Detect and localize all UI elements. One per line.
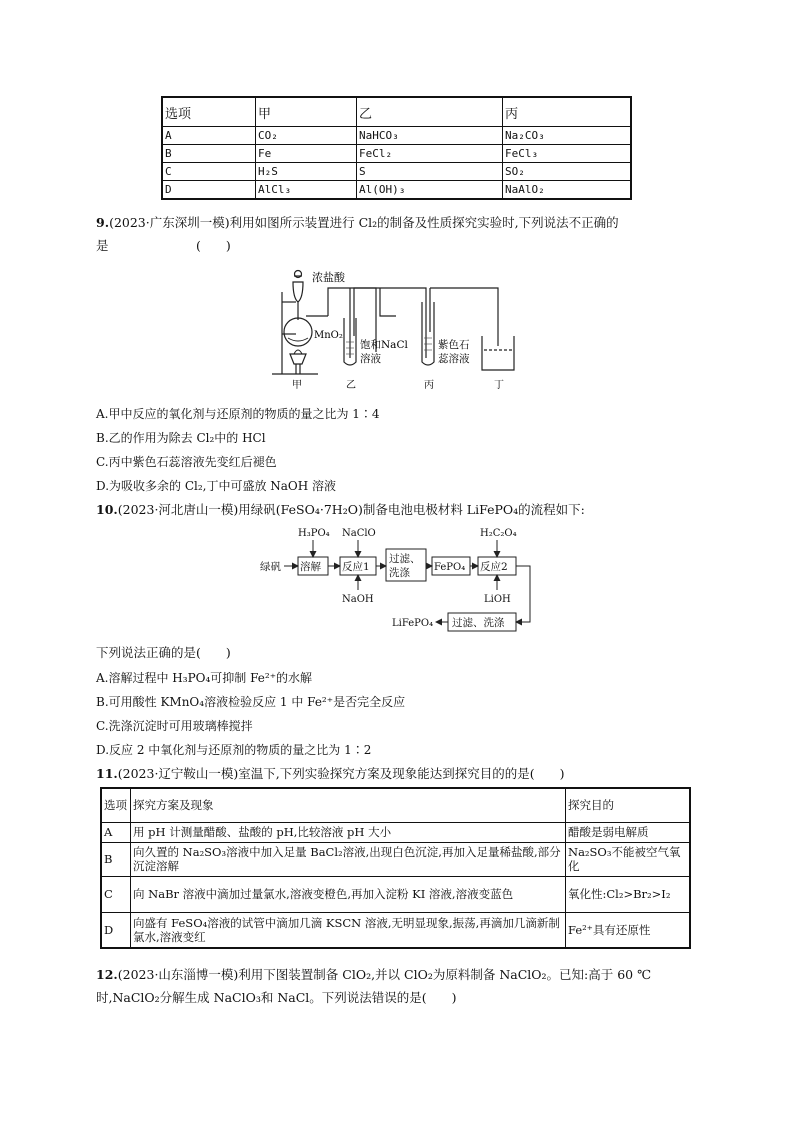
question-number: 11. (96, 766, 118, 781)
table-cell: B (162, 145, 256, 163)
table-cell: Na₂CO₃ (503, 127, 632, 145)
table-row (162, 145, 631, 163)
question-9-stem-cont (96, 236, 231, 256)
label-bing-reagent: 蕊溶液 (438, 353, 470, 365)
flow-h2c2o4: H₂C₂O₄ (480, 528, 517, 539)
table-header: 丙 (503, 97, 632, 127)
question-12-stem (96, 965, 651, 985)
table-row (162, 127, 631, 145)
table-cell: 氧化性:Cl₂>Br₂>I₂ (566, 876, 691, 912)
flow-box3: 洗涤 (389, 567, 410, 579)
flow-lioh: LiOH (484, 594, 511, 605)
question-12-stem-cont (96, 988, 457, 1008)
table-cell: NaHCO₃ (357, 127, 503, 145)
table-row (101, 842, 690, 876)
table-cell: C (101, 876, 131, 912)
table-header: 选项 (101, 788, 131, 822)
flow-box1: 溶解 (300, 561, 321, 573)
table-cell: D (101, 912, 131, 948)
flow-naoh: NaOH (342, 594, 374, 605)
flow-box5: 反应2 (480, 561, 508, 573)
label-yi-reagent: 饱和NaCl (360, 339, 408, 351)
question-11-stem (96, 764, 565, 784)
label-bing-reagent: 紫色石 (438, 339, 470, 351)
flow-box2: 反应1 (342, 561, 370, 573)
table-header: 乙 (357, 97, 503, 127)
lifepo4-flowchart (258, 524, 548, 638)
question-10-stem (96, 500, 585, 520)
option-d: D.反应 2 中氧化剂与还原剂的物质的量之比为 1∶2 (96, 743, 372, 757)
table-header: 甲 (256, 97, 357, 127)
table-cell: NaAlO₂ (503, 181, 632, 200)
flow-box4: FePO₄ (434, 562, 466, 573)
question-text: (2023·广东深圳一模)利用如图所示装置进行 Cl₂的制备及性质探究实验时,下列说法不正确的 (109, 215, 619, 230)
flow-naclo: NaClO (342, 528, 376, 539)
table-header: 探究方案及现象 (131, 788, 566, 822)
table-cell: D (162, 181, 256, 200)
table-cell: 向盛有 FeSO₄溶液的试管中滴加几滴 KSCN 溶液,无明显现象,振荡,再滴加几滴新制氯水,溶液变红 (131, 912, 566, 948)
option-b: B.可用酸性 KMnO₄溶液检验反应 1 中 Fe²⁺是否完全反应 (96, 695, 406, 709)
table-cell: A (162, 127, 256, 145)
question-10-prompt: 下列说法正确的是( ) (96, 645, 231, 660)
option-b: B.乙的作用为除去 Cl₂中的 HCl (96, 431, 266, 445)
question-text: (2023·辽宁鞍山一模)室温下,下列实验探究方案及现象能达到探究目的的是( ) (117, 766, 565, 781)
table-cell: FeCl₃ (503, 145, 632, 163)
option-c: C.洗涤沉淀时可用玻璃棒搅拌 (96, 719, 253, 733)
option-a: A.溶解过程中 H₃PO₄可抑制 Fe²⁺的水解 (96, 671, 313, 685)
question-text: (2023·山东淄博一模)利用下图装置制备 ClO₂,并以 ClO₂为原料制备 NaClO₂。已知:高于 60 ℃ (117, 967, 652, 982)
option-a: A.甲中反应的氧化剂与还原剂的物质的量之比为 1∶4 (96, 407, 380, 421)
table-header-row (101, 788, 690, 822)
option-d: D.为吸收多余的 Cl₂,丁中可盛放 NaOH 溶液 (96, 479, 337, 493)
chlorine-apparatus-figure (266, 262, 536, 392)
dropping-funnel (293, 282, 303, 302)
table-cell: SO₂ (503, 163, 632, 181)
table-header-row (162, 97, 631, 127)
table-row (162, 181, 631, 200)
table-cell: Fe (256, 145, 357, 163)
table-cell: 醋酸是弱电解质 (566, 822, 691, 842)
flow-box6: 过滤、洗涤 (452, 617, 505, 629)
table-cell: Al(OH)₃ (357, 181, 503, 200)
table-cell: 向久置的 Na₂SO₃溶液中加入足量 BaCl₂溶液,出现白色沉淀,再加入足量稀盐酸,部分沉淀溶解 (131, 842, 566, 876)
table-cell: H₂S (256, 163, 357, 181)
table-cell: A (101, 822, 131, 842)
table-header: 探究目的 (566, 788, 691, 822)
table-cell: B (101, 842, 131, 876)
burner (290, 354, 306, 364)
flow-product: LiFePO₄ (392, 618, 434, 629)
label-yi: 乙 (346, 380, 356, 391)
table-cell: S (357, 163, 503, 181)
label-bing: 丙 (424, 380, 434, 391)
option-c: C.丙中紫色石蕊溶液先变红后褪色 (96, 455, 277, 469)
table-row (101, 876, 690, 912)
table-row (101, 912, 690, 948)
question-number: 9. (96, 215, 110, 230)
question-text: (2023·河北唐山一模)用绿矾(FeSO₄·7H₂O)制备电池电极材料 LiFePO₄的流程如下: (117, 502, 585, 517)
question-number: 12. (96, 967, 118, 982)
flask (284, 318, 312, 346)
table-row (101, 822, 690, 842)
table-header: 选项 (162, 97, 256, 127)
experiment-table (100, 787, 691, 949)
table-cell: CO₂ (256, 127, 357, 145)
label-mno2: MnO₂ (314, 330, 343, 341)
question-text: 时,NaClO₂分解生成 NaClO₃和 NaCl。下列说法错误的是( ) (96, 990, 457, 1005)
label-conc-hcl: 浓盐酸 (312, 271, 345, 284)
table-cell: 向 NaBr 溶液中滴加过量氯水,溶液变橙色,再加入淀粉 KI 溶液,溶液变蓝色 (131, 876, 566, 912)
question-number: 10. (96, 502, 118, 517)
flow-h3po4: H₃PO₄ (298, 528, 330, 539)
table-cell: FeCl₂ (357, 145, 503, 163)
answer-table (161, 96, 632, 200)
table-row (162, 163, 631, 181)
table-cell: Na₂SO₃不能被空气氧化 (566, 842, 691, 876)
test-tube-bing (422, 302, 434, 365)
table-cell: Fe²⁺具有还原性 (566, 912, 691, 948)
label-yi-reagent: 溶液 (360, 353, 381, 365)
question-text: 是 ( ) (96, 238, 231, 253)
label-ding: 丁 (494, 380, 504, 391)
table-cell: 用 pH 计测量醋酸、盐酸的 pH,比较溶液 pH 大小 (131, 822, 566, 842)
flow-box3: 过滤、 (389, 553, 421, 565)
label-jia: 甲 (292, 380, 302, 391)
table-cell: AlCl₃ (256, 181, 357, 200)
flow-start: 绿矾 (260, 561, 281, 573)
question-9-stem (96, 213, 619, 233)
table-cell: C (162, 163, 256, 181)
